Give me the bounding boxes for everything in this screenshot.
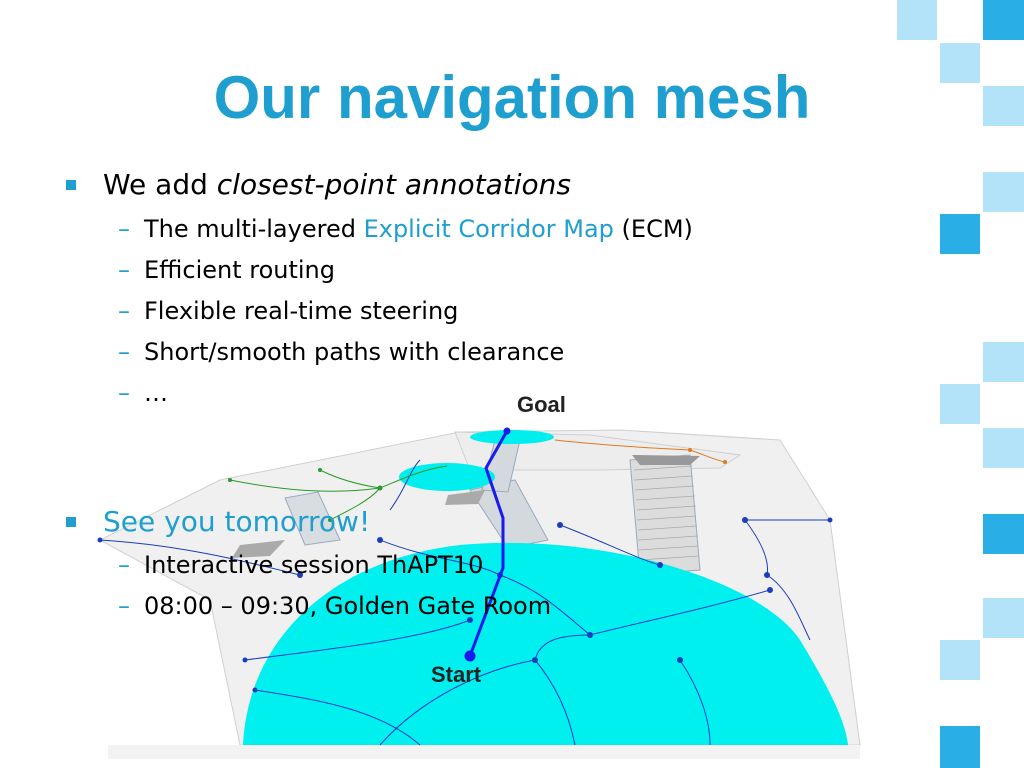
subitem-text: Efficient routing <box>144 256 336 284</box>
subitem-ellipsis <box>118 377 168 409</box>
bullet-see-you: See you tomorrow! <box>103 505 371 538</box>
dash-bullet-icon: – <box>118 592 130 620</box>
goal-label: Goal <box>517 392 566 417</box>
subitem-routing <box>118 254 335 286</box>
dash-bullet-icon: – <box>118 551 130 579</box>
subitem-text: Short/smooth paths with clearance <box>144 338 565 366</box>
bullet-closest-point <box>103 167 571 203</box>
ecm-link[interactable]: Explicit Corridor Map <box>363 215 614 243</box>
dash-bullet-icon: – <box>118 256 130 284</box>
subitem-text: Flexible real-time steering <box>144 297 459 325</box>
subitem-steering <box>118 295 458 327</box>
subitem-time-room <box>118 590 551 622</box>
dash-bullet-icon: – <box>118 215 130 243</box>
slide-title: Our navigation mesh <box>213 64 811 131</box>
subitem-paths <box>118 336 564 368</box>
bullet-square-icon <box>66 180 76 190</box>
subitem-text: … <box>144 379 168 407</box>
subitem-session <box>118 549 483 581</box>
bullet-square-icon <box>66 517 76 527</box>
dash-bullet-icon: – <box>118 338 130 366</box>
subitem-text: 08:00 – 09:30, Golden Gate Room <box>144 592 552 620</box>
subitem-text: (ECM) <box>613 215 693 243</box>
subitem-ecm <box>118 213 693 245</box>
bullet-prefix: We add <box>103 168 217 201</box>
dash-bullet-icon: – <box>118 297 130 325</box>
bullet-emphasis: closest-point annotations <box>216 168 572 201</box>
start-label: Start <box>431 662 482 687</box>
dash-bullet-icon: – <box>118 379 130 407</box>
subitem-text: The multi-layered <box>144 215 364 243</box>
subitem-text: Interactive session ThAPT10 <box>144 551 484 579</box>
